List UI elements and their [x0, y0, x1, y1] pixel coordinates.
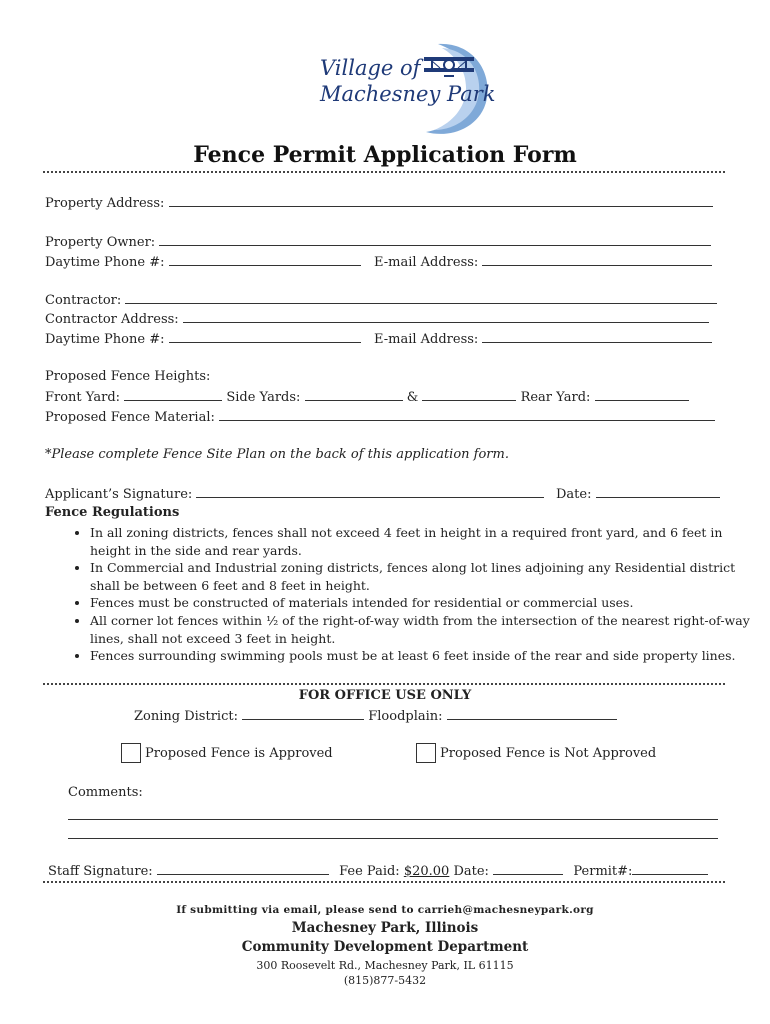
staff-signature-row	[48, 862, 708, 880]
owner-phone-label: Daytime Phone #:	[45, 255, 165, 270]
contractor-label: Contractor:	[45, 293, 122, 308]
permit-field[interactable]	[632, 862, 708, 875]
property-owner-row	[45, 233, 711, 251]
regulations-list	[66, 524, 750, 665]
office-divider	[43, 683, 725, 685]
owner-phone-row	[45, 253, 361, 271]
comments-line-1[interactable]	[68, 819, 718, 820]
footer-address: 300 Roosevelt Rd., Machesney Park, IL 61115	[256, 959, 514, 972]
comments-label: Comments:	[68, 785, 143, 800]
contractor-email-row	[374, 330, 712, 348]
applicant-date-field[interactable]	[596, 485, 720, 498]
email-note: If submitting via email, please send to carrieh@machesneypark.org	[176, 904, 594, 916]
regulation-item: • In Commercial and Industrial zoning districts, fences along lot lines adjoining any Residential district shall be between 6 feet and 8 feet in height.	[90, 559, 750, 594]
footer-phone: (815)877-5432	[343, 974, 427, 987]
fence-material-field[interactable]	[219, 408, 715, 421]
fence-material-label: Proposed Fence Material:	[45, 410, 215, 425]
regulations-heading: Fence Regulations	[45, 505, 180, 520]
fee-amount: $20.00	[403, 864, 450, 879]
not-approved-checkbox[interactable]	[416, 743, 436, 763]
comments-line-2[interactable]	[68, 838, 718, 839]
not-approved-label: Proposed Fence is Not Approved	[440, 746, 657, 761]
contractor-email-label: E-mail Address:	[374, 332, 479, 347]
regulation-item: • Fences must be constructed of materials intended for residential or commercial uses.	[90, 594, 750, 612]
footer-city: Machesney Park, Illinois	[291, 920, 479, 936]
owner-email-label: E-mail Address:	[374, 255, 479, 270]
rear-yard-label: Rear Yard:	[520, 390, 591, 405]
office-heading: FOR OFFICE USE ONLY	[298, 688, 472, 703]
fee-paid-label: Fee Paid:	[339, 864, 400, 879]
contractor-phone-row	[45, 330, 361, 348]
applicant-signature-row	[45, 485, 544, 503]
approved-checkbox[interactable]	[121, 743, 141, 763]
staff-signature-field[interactable]	[157, 862, 329, 875]
contractor-phone-field[interactable]	[169, 330, 361, 343]
side-yards-field-1[interactable]	[305, 388, 403, 401]
zoning-district-row	[134, 707, 617, 725]
regulation-item: • All corner lot fences within ½ of the right-of-way width from the intersection of the nearest right-of-way lines, shall not exceed 3 feet in height.	[90, 612, 750, 647]
zoning-district-field[interactable]	[242, 707, 364, 720]
rear-yard-field[interactable]	[595, 388, 689, 401]
page-title: Fence Permit Application Form	[193, 142, 577, 168]
contractor-row	[45, 291, 717, 309]
property-address-field[interactable]	[169, 194, 713, 207]
permit-label: Permit#:	[573, 864, 633, 879]
property-address-label: Property Address:	[45, 196, 165, 211]
approved-label: Proposed Fence is Approved	[145, 746, 333, 761]
logo-line-1: Village of	[320, 56, 421, 80]
property-address-row	[45, 194, 713, 212]
site-plan-note: *Please complete Fence Site Plan on the back of this application form.	[45, 447, 509, 462]
office-date-field[interactable]	[493, 862, 563, 875]
side-yards-label: Side Yards:	[226, 390, 301, 405]
property-owner-field[interactable]	[159, 233, 711, 246]
zoning-district-label: Zoning District:	[134, 709, 238, 724]
fence-heights-row	[45, 388, 689, 406]
property-owner-label: Property Owner:	[45, 235, 156, 250]
contractor-address-field[interactable]	[183, 310, 709, 323]
applicant-date-label: Date:	[556, 487, 592, 502]
regulation-item: • Fences surrounding swimming pools must be at least 6 feet inside of the rear and side property lines.	[90, 647, 750, 665]
contractor-address-row	[45, 310, 709, 328]
contractor-field[interactable]	[125, 291, 717, 304]
applicant-signature-label: Applicant’s Signature:	[45, 487, 193, 502]
floodplain-field[interactable]	[447, 707, 617, 720]
office-date-label: Date:	[453, 864, 489, 879]
village-logo	[318, 40, 498, 140]
regulation-item: • In all zoning districts, fences shall not exceed 4 feet in height in a required front yard, and 6 feet in height in the side and rear yards.	[90, 524, 750, 559]
contractor-phone-label: Daytime Phone #:	[45, 332, 165, 347]
owner-phone-field[interactable]	[169, 253, 361, 266]
fence-material-row	[45, 408, 715, 426]
biplane-icon	[422, 54, 476, 80]
contractor-email-field[interactable]	[482, 330, 712, 343]
applicant-date-row	[556, 485, 720, 503]
contractor-address-label: Contractor Address:	[45, 312, 179, 327]
front-yard-field[interactable]	[124, 388, 222, 401]
title-divider	[43, 171, 725, 173]
ampersand: &	[406, 390, 419, 405]
front-yard-label: Front Yard:	[45, 390, 121, 405]
floodplain-label: Floodplain:	[368, 709, 443, 724]
logo-line-2: Machesney Park	[320, 82, 496, 106]
footer-divider	[43, 881, 725, 883]
staff-signature-label: Staff Signature:	[48, 864, 153, 879]
applicant-signature-field[interactable]	[196, 485, 544, 498]
footer-department: Community Development Department	[241, 939, 529, 955]
side-yards-field-2[interactable]	[422, 388, 516, 401]
owner-email-row	[374, 253, 712, 271]
fence-heights-label: Proposed Fence Heights:	[45, 369, 211, 384]
owner-email-field[interactable]	[482, 253, 712, 266]
